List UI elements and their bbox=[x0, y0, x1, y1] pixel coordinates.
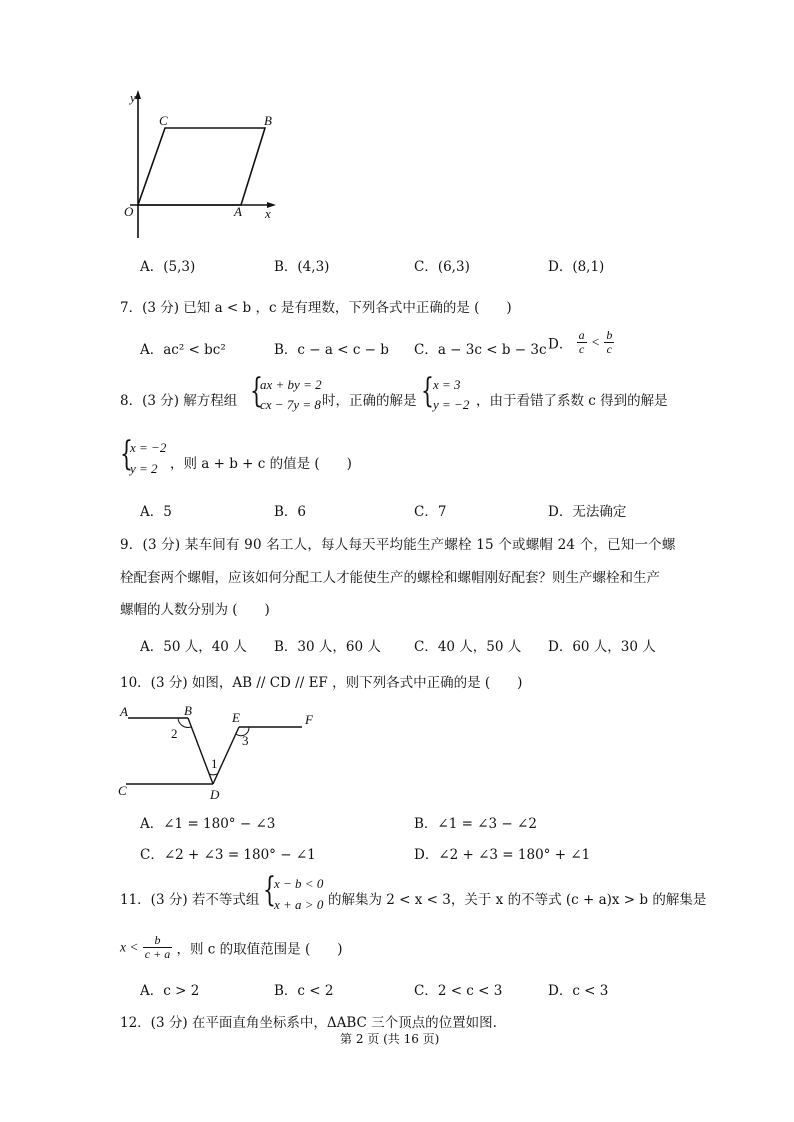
label-b: B bbox=[264, 113, 272, 128]
q6-option-d: D．(8,1) bbox=[548, 259, 605, 275]
q10-option-d: D．∠2 + ∠3 = 180° + ∠1 bbox=[414, 847, 591, 863]
q8-tail: ，则 a + b + c 的值是 ( ) bbox=[170, 456, 352, 472]
q8-option-d: D．无法确定 bbox=[548, 504, 627, 520]
q7-option-a: A．ac² < bc² bbox=[140, 342, 226, 358]
q11-pre: 11．(3 分) 若不等式组 bbox=[120, 892, 260, 908]
q11-line2-post: ，则 c 的取值范围是 ( ) bbox=[176, 941, 343, 958]
q11-ineq1: x − b < 0 bbox=[274, 876, 324, 891]
page-footer: 第 2 页 (共 16 页) bbox=[340, 1032, 440, 1046]
q10-option-c: C．∠2 + ∠3 = 180° − ∠1 bbox=[140, 847, 316, 863]
q7-option-c: C．a − 3c < b − 3c bbox=[414, 342, 547, 358]
q6-option-b: B．(4,3) bbox=[274, 259, 330, 275]
q11-option-b: B．c < 2 bbox=[274, 983, 334, 999]
fig10-label-d: D bbox=[210, 787, 220, 802]
q11-option-a: A．c > 2 bbox=[140, 983, 200, 999]
label-c: C bbox=[159, 113, 168, 128]
q8-brace3: { bbox=[120, 434, 133, 474]
q9-option-b: B．30 人，60 人 bbox=[274, 639, 381, 655]
fig10-label-c: C bbox=[118, 783, 127, 798]
q9-option-d: D．60 人，30 人 bbox=[548, 639, 656, 655]
q8-pre: 8．(3 分) 解方程组 bbox=[120, 393, 238, 409]
q8-brace1: { bbox=[250, 371, 263, 411]
fig10-angle-1: 1 bbox=[211, 756, 218, 771]
q11-post: 的解集为 2 < x < 3，关于 x 的不等式 (c + a)x > b 的解集是 bbox=[328, 892, 707, 908]
q7-d-frac2: $\frac{b}{c}$ bbox=[606, 328, 613, 356]
q10-stem: 10．(3 分) 如图，AB // CD // EF ，则下列各式中正确的是 ( ) bbox=[120, 675, 523, 691]
q9-line2: 栓配套两个螺帽，应该如何分配工人才能使生产的螺栓和螺帽刚好配套？则生产螺栓和生产 bbox=[120, 570, 660, 586]
label-o: O bbox=[124, 204, 134, 219]
q10-option-a: A．∠1 = 180° − ∠3 bbox=[140, 816, 276, 832]
q7-option-b: B．c − a < c − b bbox=[274, 342, 389, 358]
fig10-label-f: F bbox=[305, 712, 313, 727]
q7-d-label: D． bbox=[548, 336, 573, 353]
q10-option-b: B．∠1 = ∠3 − ∠2 bbox=[414, 816, 537, 832]
q8-post: ，由于看错了系数 c 得到的解是 bbox=[476, 393, 668, 409]
q8-brace2: { bbox=[421, 371, 434, 411]
q9-option-a: A．50 人，40 人 bbox=[140, 639, 247, 655]
q12-stem: 12．(3 分) 在平面直角坐标系中，ΔABC 三个顶点的位置如图. bbox=[120, 1015, 497, 1031]
q9-line3: 螺帽的人数分别为 ( ) bbox=[120, 602, 270, 618]
q8-option-b: B．6 bbox=[274, 504, 307, 520]
q7-d-frac1: $\frac{a}{c}$ bbox=[578, 328, 585, 356]
q11-ineq2: x + a > 0 bbox=[274, 897, 324, 912]
parallel-lines-figure bbox=[112, 702, 332, 802]
q7-d-lt: < bbox=[590, 334, 601, 350]
coordinate-figure bbox=[110, 88, 290, 243]
q8-wrong1: x = −2 bbox=[130, 440, 167, 455]
q7-stem: 7．(3 分) 已知 a < b ，c 是有理数，下列各式中正确的是 ( ) bbox=[120, 300, 512, 316]
q6-option-a: A．(5,3) bbox=[140, 259, 196, 275]
fig10-label-e: E bbox=[232, 710, 240, 725]
q11-brace: { bbox=[263, 870, 276, 910]
q8-wrong2: y = 2 bbox=[130, 461, 158, 476]
q8-option-a: A．5 bbox=[140, 504, 172, 520]
fig10-angle-3: 3 bbox=[242, 733, 249, 748]
q11-line2-pre: x < bbox=[120, 939, 139, 955]
fig10-angle-2: 2 bbox=[171, 726, 178, 741]
q8-eq1: ax + by = 2 bbox=[260, 377, 322, 392]
fig10-label-b: B bbox=[184, 703, 192, 718]
q11-frac: $\frac{b}{c + a}$ bbox=[144, 933, 171, 961]
label-y: y bbox=[130, 90, 136, 105]
q8-mid: 时，正确的解是 bbox=[322, 393, 417, 409]
q9-option-c: C．40 人，50 人 bbox=[414, 639, 522, 655]
q8-option-c: C．7 bbox=[414, 504, 447, 520]
q8-sol1: x = 3 bbox=[433, 377, 461, 392]
fig10-label-a: A bbox=[120, 704, 128, 719]
q9-line1: 9．(3 分) 某车间有 90 名工人，每人每天平均能生产螺栓 15 个或螺帽 24 个，已知一个螺 bbox=[120, 537, 676, 553]
parallelogram bbox=[138, 128, 265, 205]
q11-option-c: C．2 < c < 3 bbox=[414, 983, 503, 999]
q8-sol2: y = −2 bbox=[433, 397, 470, 412]
q7-option-d bbox=[548, 329, 614, 356]
q8-eq2: cx − 7y = 8 bbox=[260, 397, 321, 412]
label-x: x bbox=[265, 206, 271, 221]
q6-option-c: C．(6,3) bbox=[414, 259, 470, 275]
label-a: A bbox=[234, 204, 242, 219]
q11-line2 bbox=[120, 934, 342, 961]
q11-option-d: D．c < 3 bbox=[548, 983, 609, 999]
